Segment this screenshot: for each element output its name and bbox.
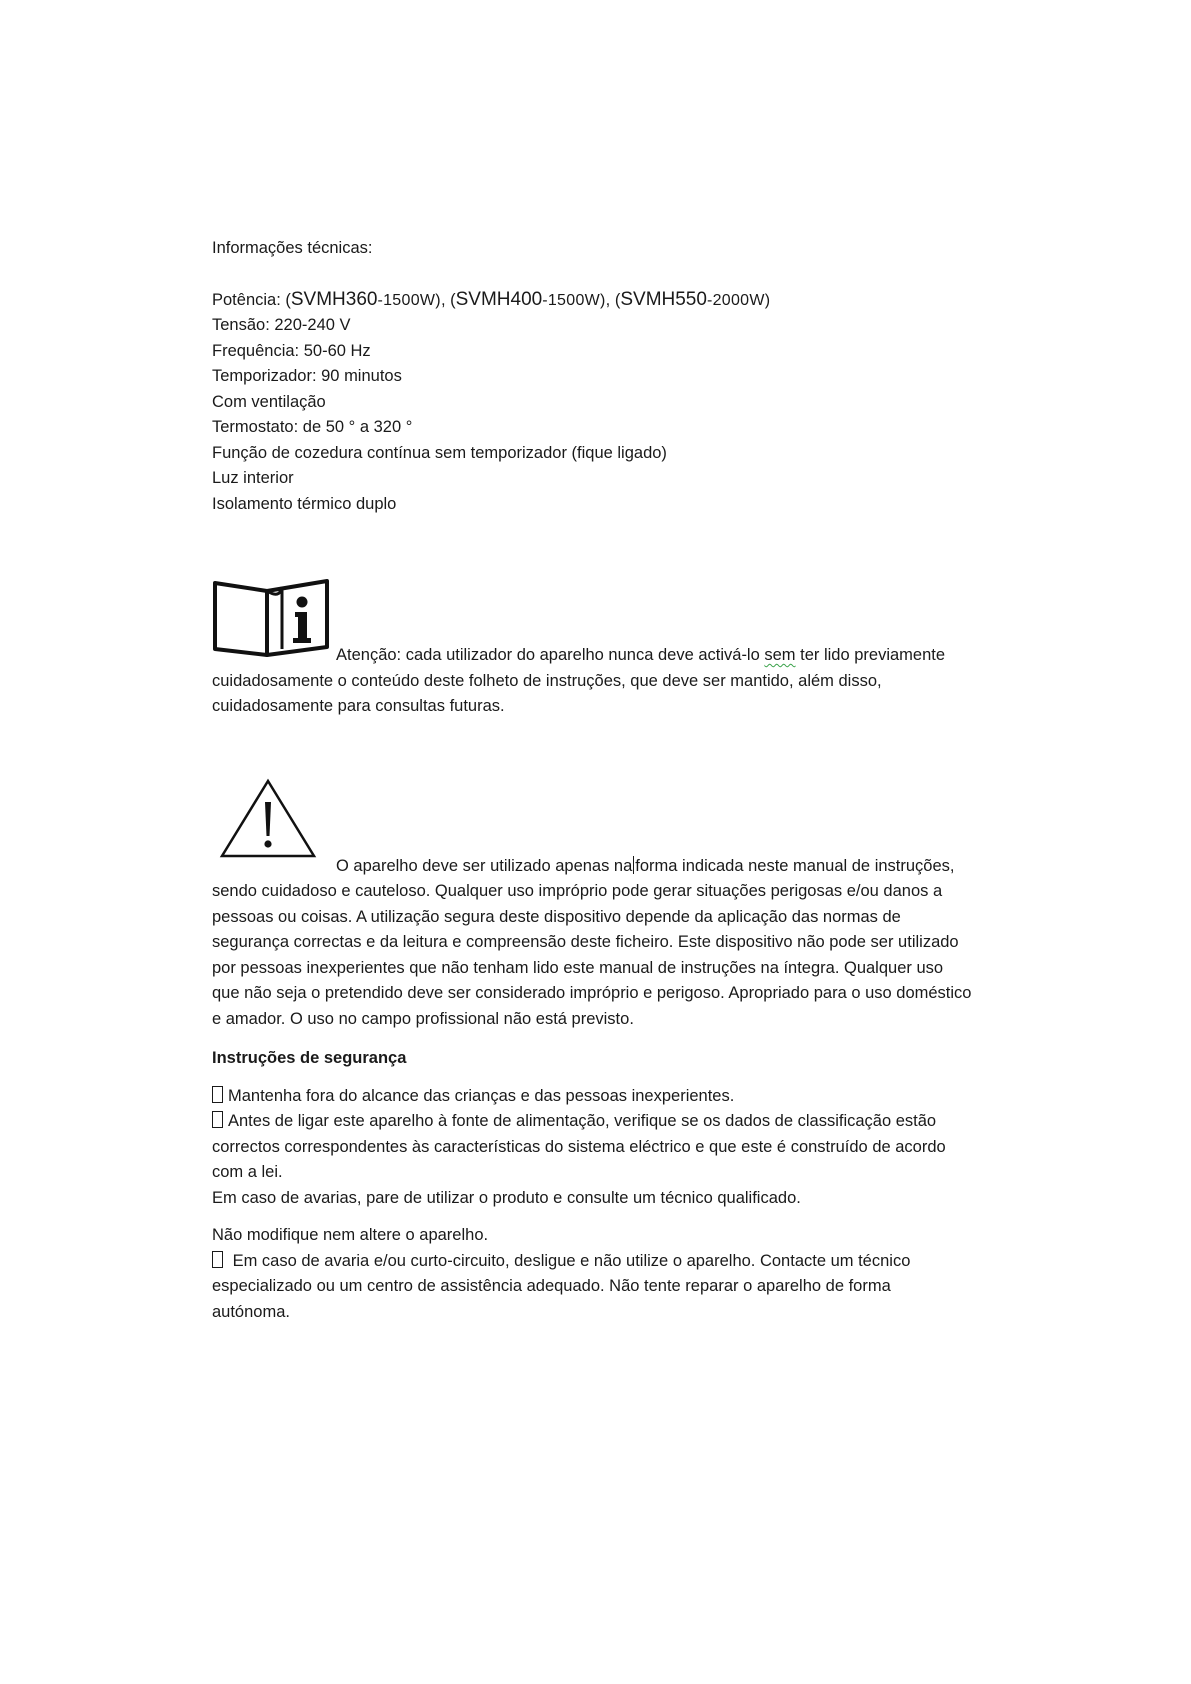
model-watt: -1500W) <box>542 291 606 309</box>
model-watt: -1500W) <box>377 291 441 309</box>
warning-text-end: forma indicada neste manual de instruções, sendo cuidadoso e cauteloso. Qualquer uso impróprio pode gerar situações perigosas e/ou danos a pessoas ou coisas. A utilização segura deste dispositivo depende da aplicação das normas de segurança correctas e da leitura e compreensão deste ficheiro. Este dispositivo não pode ser utilizado por pessoas inexperientes que não tenham lido este manual de instruções na íntegra. Qualquer uso que não seja o pretendido deve ser considerado impróprio e perigoso. Apropriado para o uso doméstico e amador. O uso no campo profissional não está previsto. <box>212 856 972 1028</box>
info-text-end: ter lido previamente cuidadosamente o conteúdo deste folheto de instruções, que deve ser mantido, além disso, cuidadosamente para consultas futuras. <box>212 646 946 715</box>
bullet-box-icon <box>212 1086 223 1103</box>
safety-item <box>212 1084 972 1110</box>
safety-item-text: Em caso de avaria e/ou curto-circuito, desligue e não utilize o aparelho. Contacte um técnico especializado ou um centro de assistência adequado. Não tente reparar o aparelho de forma autónoma. <box>212 1251 911 1321</box>
model-watt: -2000W) <box>706 291 771 309</box>
model-name: SVMH550 <box>620 288 707 310</box>
info-notice <box>212 577 972 720</box>
safety-item <box>212 1109 972 1186</box>
read-manual-icon <box>212 577 332 661</box>
bullet-box-icon <box>212 1251 223 1268</box>
model-separator: , ( <box>440 290 456 309</box>
model-name: SVMH400 <box>455 288 543 310</box>
model-name: SVMH360 <box>290 288 378 310</box>
document-page <box>212 236 972 1325</box>
warning-notice <box>212 776 972 1033</box>
power-label: Potência: ( <box>212 290 291 309</box>
model-separator: , ( <box>605 290 621 309</box>
spec-thermostat: Termostato: de 50 ° a 320 ° <box>212 418 413 436</box>
safety-line: Não modifique nem altere o aparelho. <box>212 1226 489 1244</box>
warning-notice-text <box>212 776 972 1033</box>
warning-text-start: O aparelho deve ser utilizado apenas na <box>336 856 633 875</box>
spec-ventilation: Com ventilação <box>212 392 326 411</box>
power-line <box>212 287 972 314</box>
warning-triangle-icon <box>218 776 318 860</box>
spec-interior-light: Luz interior <box>212 469 294 487</box>
spec-continuous-cooking: Função de cozedura contínua sem temporizador (fique ligado) <box>212 443 667 462</box>
safety-item-text: Mantenha fora do alcance das crianças e das pessoas inexperientes. <box>228 1086 735 1105</box>
safety-heading: Instruções de segurança <box>212 1049 407 1067</box>
safety-item <box>212 1249 972 1326</box>
safety-line: Em caso de avarias, pare de utilizar o produto e consulte um técnico qualificado. <box>212 1188 801 1207</box>
spec-timer: Temporizador: 90 minutos <box>212 367 402 385</box>
safety-item-text: Antes de ligar este aparelho à fonte de alimentação, verifique se os dados de classificação estão correctos correspondentes às características do sistema eléctrico e que este é construído de acordo com a lei. <box>212 1112 946 1181</box>
technical-title: Informações técnicas: <box>212 239 373 257</box>
spellcheck-flagged-word: sem <box>764 646 796 664</box>
bullet-box-icon <box>212 1111 223 1128</box>
spec-frequency: Frequência: 50-60 Hz <box>212 341 371 360</box>
spec-insulation: Isolamento térmico duplo <box>212 494 397 513</box>
spec-voltage: Tensão: 220-240 V <box>212 316 351 334</box>
info-text-start: Atenção: cada utilizador do aparelho nunca deve activá-lo <box>336 646 765 664</box>
